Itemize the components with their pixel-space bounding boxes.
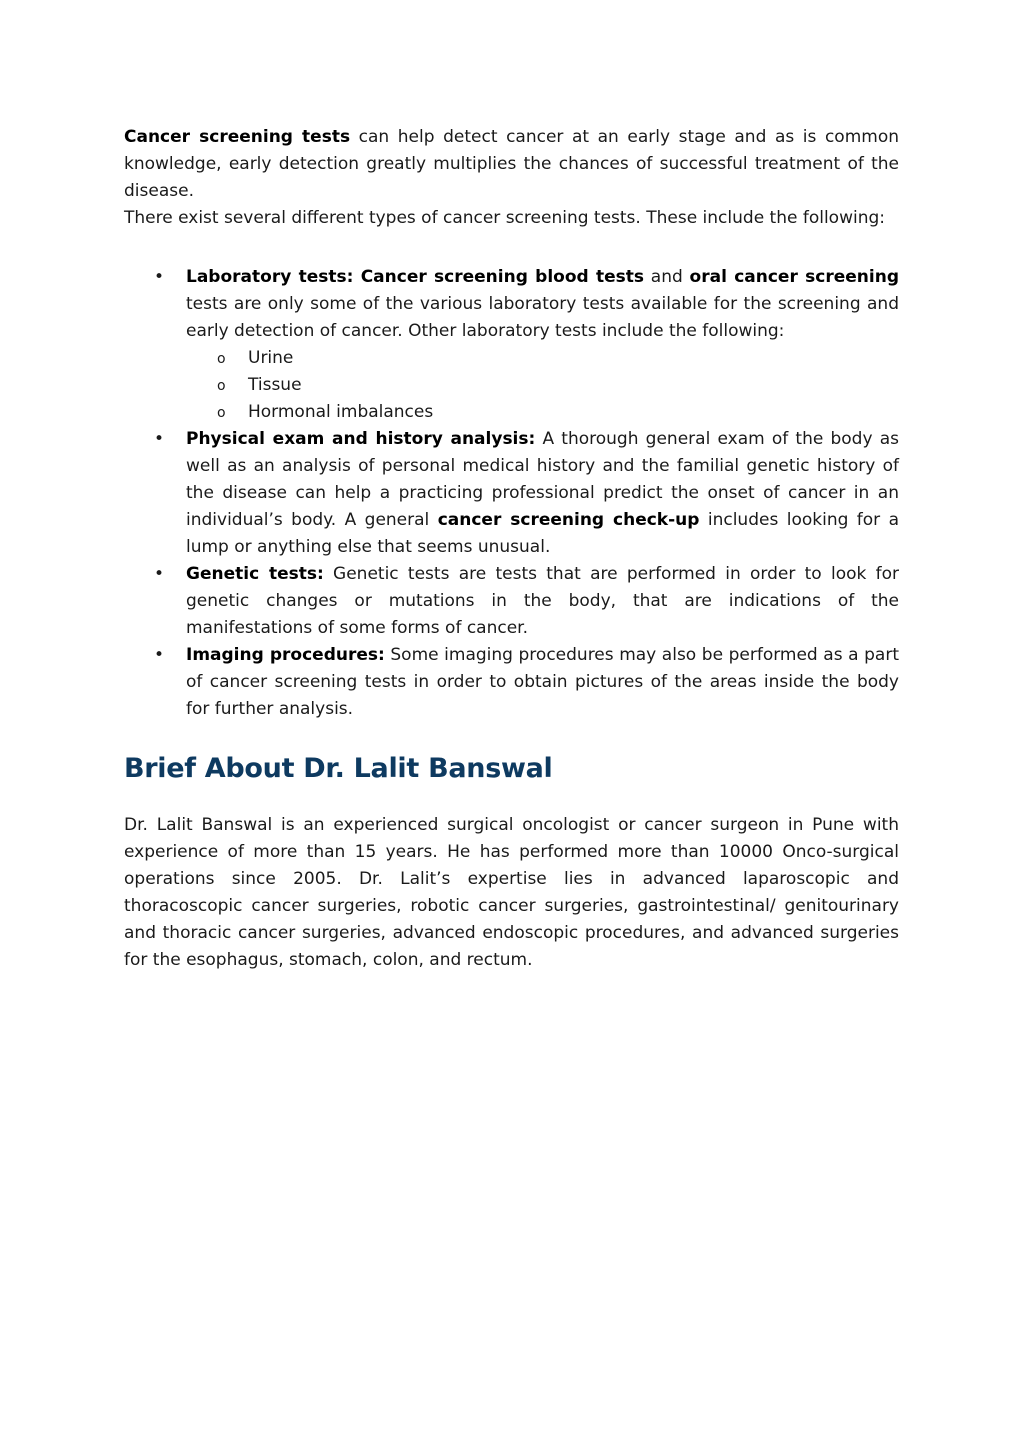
sub-item-label: Urine [248, 348, 294, 368]
imaging-bold-term: Imaging procedures: [186, 645, 385, 665]
intro-types-paragraph: There exist several different types of cancer screening tests. These include the following: [124, 208, 886, 228]
physical-text-2: includes looking for a lump or anything else that seems unusual. [186, 510, 899, 557]
sub-list-item [217, 345, 899, 372]
sub-list-item [217, 399, 899, 426]
lab-bold-term-2: oral cancer screening [689, 267, 899, 287]
intro-bold-term: Cancer screening tests [124, 127, 351, 147]
list-item-genetic [154, 561, 899, 642]
circle-bullet-icon: o [217, 405, 226, 421]
lab-text-and: and [644, 267, 690, 287]
sub-item-label: Hormonal imbalances [248, 402, 434, 422]
lab-bold-term: Laboratory tests: Cancer screening blood tests [186, 267, 644, 287]
sub-item-label: Tissue [248, 375, 302, 395]
bullet-icon: • [154, 267, 165, 287]
lab-sub-list [186, 345, 899, 426]
sub-list-item [217, 372, 899, 399]
screening-types-list [124, 264, 899, 723]
bullet-icon: • [154, 564, 165, 584]
physical-text: A thorough general exam of the body as well as an analysis of personal medical history and the familial genetic history of the disease can help a practicing professional predict the onset of cancer in an individual’s body. A general [186, 429, 899, 530]
list-item-physical-exam [154, 426, 899, 561]
list-item-laboratory [154, 264, 899, 426]
about-paragraph: Dr. Lalit Banswal is an experienced surgical oncologist or cancer surgeon in Pune with experience of more than 15 years. He has performed more than 10000 Onco-surgical operations since 2005. Dr. Lalit’s expertise lies in advanced laparoscopic and thoracoscopic cancer surgeries, robotic cancer surgeries, gastrointestinal/ genitourinary and thoracic cancer surgeries, advanced endoscopic procedures, and advanced surgeries for the esophagus, stomach, colon, and rectum. [124, 815, 899, 970]
genetic-text: Genetic tests are tests that are performed in order to look for genetic changes or mutations in the body, that are indications of the manifestations of some forms of cancer. [186, 564, 899, 638]
list-item-imaging [154, 642, 899, 723]
document-page [124, 124, 899, 974]
intro-text: can help detect cancer at an early stage and as is common knowledge, early detection greatly multiplies the chances of successful treatment of the disease. [124, 127, 899, 201]
imaging-text: Some imaging procedures may also be performed as a part of cancer screening tests in order to obtain pictures of the areas inside the body for further analysis. [186, 645, 899, 719]
physical-bold-term-2: cancer screening check-up [437, 510, 700, 530]
intro-paragraph [124, 124, 899, 205]
bullet-icon: • [154, 645, 165, 665]
genetic-bold-term: Genetic tests: [186, 564, 324, 584]
lab-text: tests are only some of the various laboratory tests available for the screening and early detection of cancer. Other laboratory tests include the following: [186, 294, 899, 341]
circle-bullet-icon: o [217, 378, 226, 394]
bullet-icon: • [154, 429, 165, 449]
about-heading: Brief About Dr. Lalit Banswal [124, 753, 553, 784]
physical-bold-term: Physical exam and history analysis: [186, 429, 536, 449]
circle-bullet-icon: o [217, 351, 226, 367]
